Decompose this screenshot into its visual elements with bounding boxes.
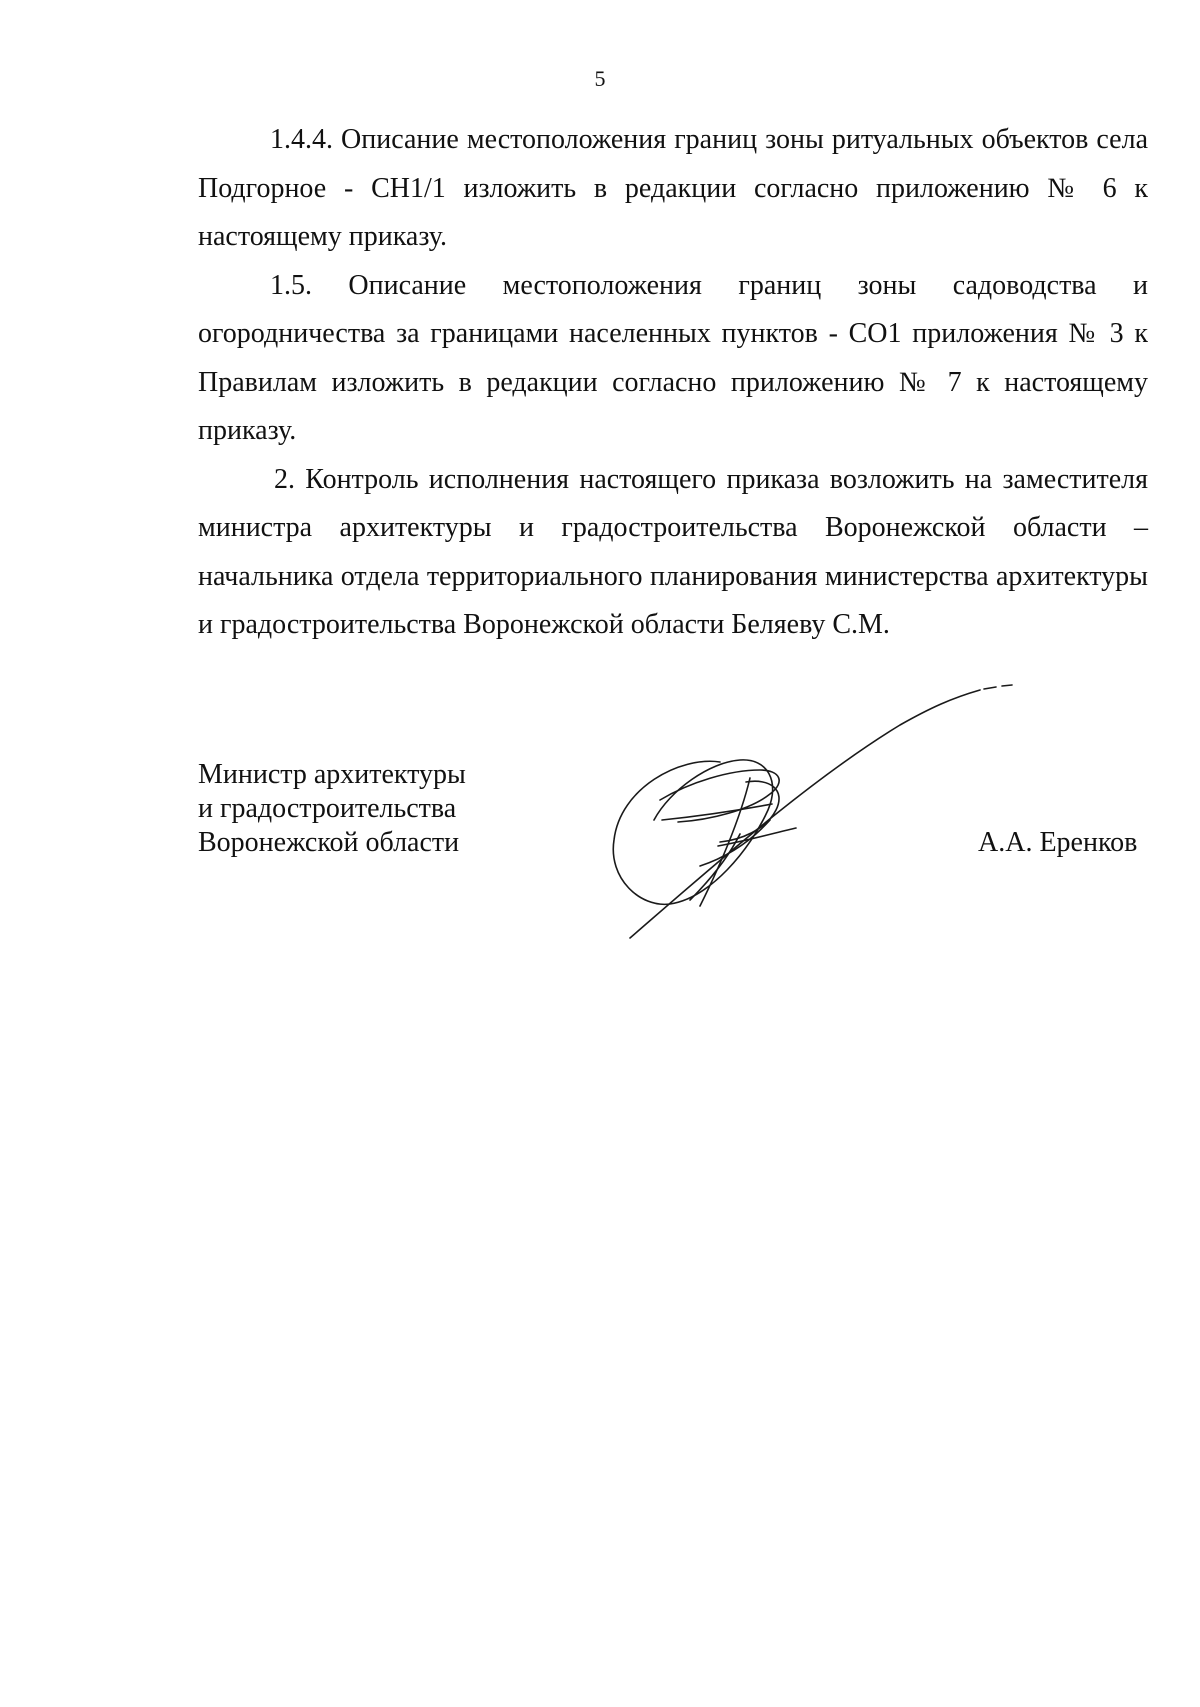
page-number: 5 bbox=[594, 66, 606, 91]
paragraph-1-4-4: 1.4.4. Описание местоположения границ зоны ритуальных объектов села Подгорное - СН1/1 изложить в редакции согласно приложению № 6 к настоящему приказу. bbox=[198, 124, 1148, 252]
signatory-title bbox=[198, 758, 466, 860]
handwritten-signature bbox=[600, 670, 1040, 950]
signatory-name: А.А. Еренков bbox=[978, 827, 1138, 858]
paragraph-1-5: 1.5. Описание местоположения границ зоны садоводства и огородничества за границами населенных пунктов - СО1 приложения № 3 к Правилам изложить в редакции согласно приложению № 7 к настоящему приказу. bbox=[198, 269, 1148, 446]
signatory-title-line: и градостроительства bbox=[198, 793, 457, 824]
paragraph-2: 2. Контроль исполнения настоящего приказа возложить на заместителя министра архитектуры и градостроительства Воронежской области – начальника отдела территориального планирования министерства архитектуры и градостроительства Воронежской области Беляеву С.М. bbox=[198, 463, 1148, 640]
document-body bbox=[198, 116, 1148, 650]
signatory-title-line: Воронежской области bbox=[198, 827, 460, 858]
signatory-title-line: Министр архитектуры bbox=[198, 759, 466, 790]
